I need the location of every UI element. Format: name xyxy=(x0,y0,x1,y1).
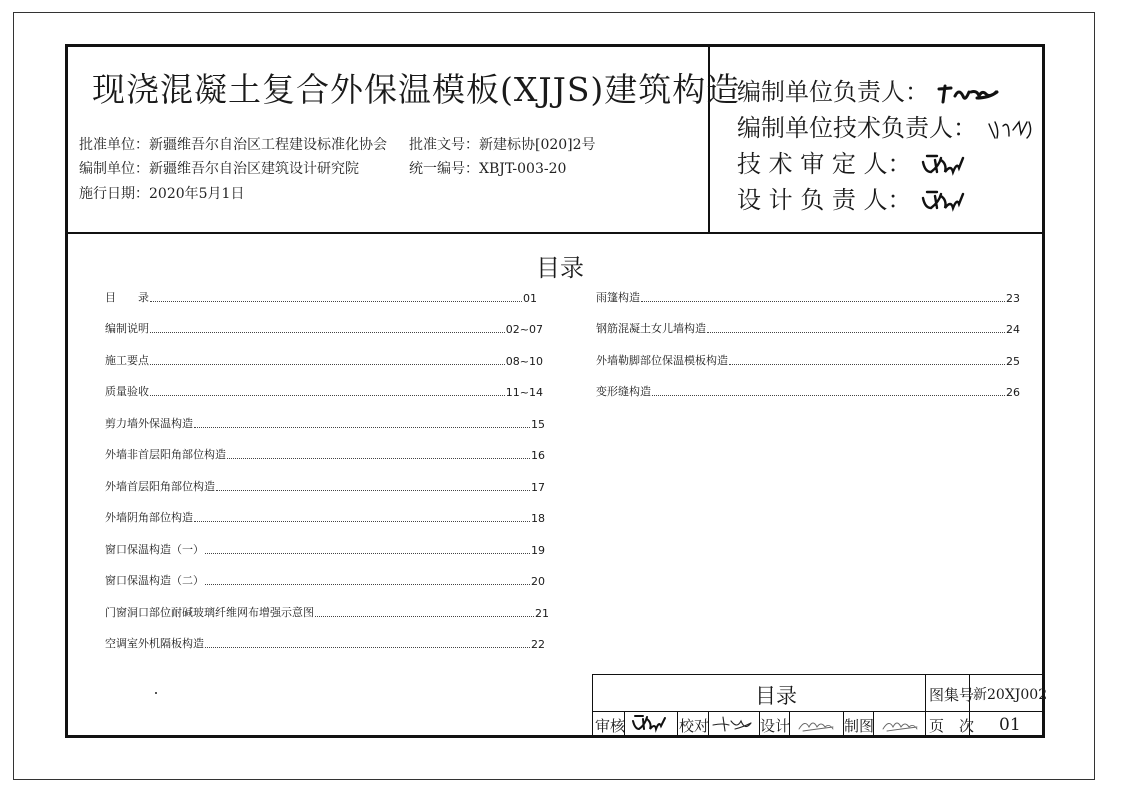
toc-entry-page: 22 xyxy=(531,638,545,651)
toc-entry-label: 外墙非首层阳角部位构造 xyxy=(105,448,226,461)
toc-entry[interactable] xyxy=(596,291,1020,305)
design-label: 设计 xyxy=(760,717,791,735)
toc-entry-label: 门窗洞口部位耐碱玻璃纤维网布增强示意图 xyxy=(105,606,314,619)
responsible-row-technical xyxy=(737,112,1045,144)
leader-dots xyxy=(729,364,1005,365)
leader-dots xyxy=(194,521,530,522)
signature-image xyxy=(711,713,757,735)
toc-entry[interactable] xyxy=(105,637,545,651)
responsible-row-design-lead xyxy=(737,184,969,216)
review-label: 审核 xyxy=(595,717,626,735)
toc-entry-page: 15 xyxy=(531,418,545,431)
toc-entry-page: 23 xyxy=(1006,292,1020,305)
atlas-number-label: 图集号 xyxy=(929,686,975,704)
toc-entry-page: 19 xyxy=(531,544,545,557)
check-label: 校对 xyxy=(679,717,710,735)
toc-entry-label: 窗口保温构造（一） xyxy=(105,543,204,556)
toc-entry-page: 18 xyxy=(531,512,545,525)
signature-image xyxy=(795,715,839,735)
responsible-label: 编制单位负责人： xyxy=(737,78,929,106)
toc-entry-page: 24 xyxy=(1006,323,1020,336)
header-divider-horizontal xyxy=(65,232,1045,234)
leader-dots xyxy=(205,647,530,648)
title-block-divider xyxy=(593,711,1043,712)
toc-entry[interactable] xyxy=(105,543,545,557)
signature-image xyxy=(629,713,673,735)
title-block xyxy=(592,674,1048,736)
toc-entry-label: 窗口保温构造（二） xyxy=(105,574,204,587)
toc-entry-page: 02~07 xyxy=(505,323,543,336)
toc-entry-page: 21 xyxy=(535,607,549,620)
leader-dots xyxy=(150,301,522,302)
leader-dots xyxy=(150,364,505,365)
responsible-row-compile-unit xyxy=(737,76,1017,108)
toc-entry[interactable] xyxy=(105,417,545,431)
leader-dots xyxy=(227,458,530,459)
toc-entry[interactable] xyxy=(596,322,1020,336)
toc-entry-label: 雨篷构造 xyxy=(596,291,640,304)
toc-entry-label: 施工要点 xyxy=(105,354,149,367)
toc-entry[interactable] xyxy=(105,354,543,368)
toc-entry[interactable] xyxy=(105,480,545,494)
toc-entry-label: 空调室外机隔板构造 xyxy=(105,637,204,650)
toc-entry[interactable] xyxy=(105,606,549,620)
toc-entry[interactable] xyxy=(105,322,543,336)
signature-image xyxy=(919,188,969,216)
leader-dots xyxy=(150,395,505,396)
leader-dots xyxy=(641,301,1005,302)
signature-image xyxy=(985,116,1045,144)
responsible-label: 设 计 负 责 人： xyxy=(737,186,912,214)
toc-entry-page: 25 xyxy=(1006,355,1020,368)
page-number: 01 xyxy=(999,715,1021,735)
toc-entry-page: 11~14 xyxy=(505,386,543,399)
toc-entry-page: 01 xyxy=(523,292,537,305)
toc-heading: 目录 xyxy=(536,254,584,282)
page-number-label: 页 次 xyxy=(929,717,975,735)
toc-entry-label: 外墙首层阳角部位构造 xyxy=(105,480,215,493)
leader-dots xyxy=(150,332,505,333)
leader-dots xyxy=(652,395,1005,396)
toc-entry-page: 16 xyxy=(531,449,545,462)
toc-entry-label: 变形缝构造 xyxy=(596,385,651,398)
responsible-label: 技 术 审 定 人： xyxy=(737,150,912,178)
toc-entry-label: 编制说明 xyxy=(105,322,149,335)
toc-entry-label: 质量验收 xyxy=(105,385,149,398)
leader-dots xyxy=(205,584,530,585)
toc-entry-label: 目 录 xyxy=(105,291,149,304)
toc-entry-page: 20 xyxy=(531,575,545,588)
signature-image xyxy=(879,715,923,735)
leader-dots xyxy=(194,427,530,428)
signature-image xyxy=(919,152,969,180)
toc-entry[interactable] xyxy=(105,291,537,305)
toc-entry[interactable] xyxy=(105,511,545,525)
stray-dot xyxy=(155,692,157,694)
approval-unit: 批准单位：新疆维吾尔自治区工程建设标准化协会 xyxy=(79,137,387,153)
toc-entry-page: 26 xyxy=(1006,386,1020,399)
toc-entry[interactable] xyxy=(596,385,1020,399)
document-title: 现浇混凝土复合外保温模板(XJJS)建筑构造 xyxy=(92,70,741,109)
sheet-title: 目录 xyxy=(755,684,797,708)
responsible-label: 编制单位技术负责人： xyxy=(737,114,977,142)
signature-image xyxy=(937,80,1017,108)
title-block-divider xyxy=(677,711,678,737)
compile-unit: 编制单位：新疆维吾尔自治区建筑设计研究院 xyxy=(79,161,359,177)
toc-entry-label: 外墙阴角部位构造 xyxy=(105,511,193,524)
toc-entry-page: 08~10 xyxy=(505,355,543,368)
leader-dots xyxy=(315,616,534,617)
toc-entry[interactable] xyxy=(105,448,545,462)
effective-date: 施行日期：2020年5月1日 xyxy=(79,186,245,202)
toc-entry[interactable] xyxy=(596,354,1020,368)
toc-entry-page: 17 xyxy=(531,481,545,494)
toc-entry-label: 剪力墙外保温构造 xyxy=(105,417,193,430)
atlas-number: 新20XJ002 xyxy=(973,687,1048,703)
toc-entry[interactable] xyxy=(105,385,543,399)
leader-dots xyxy=(216,490,530,491)
toc-entry-label: 外墙勒脚部位保温模板构造 xyxy=(596,354,728,367)
approval-document-number: 批准文号：新建标协[020]2号 xyxy=(409,137,596,153)
leader-dots xyxy=(205,553,530,554)
leader-dots xyxy=(707,332,1005,333)
title-block-divider xyxy=(925,675,926,737)
responsible-row-technical-reviewer xyxy=(737,148,969,180)
draw-label: 制图 xyxy=(844,717,875,735)
toc-entry[interactable] xyxy=(105,574,545,588)
unified-number: 统一编号：XBJT-003-20 xyxy=(409,161,567,177)
toc-entry-label: 钢筋混凝土女儿墙构造 xyxy=(596,322,706,335)
